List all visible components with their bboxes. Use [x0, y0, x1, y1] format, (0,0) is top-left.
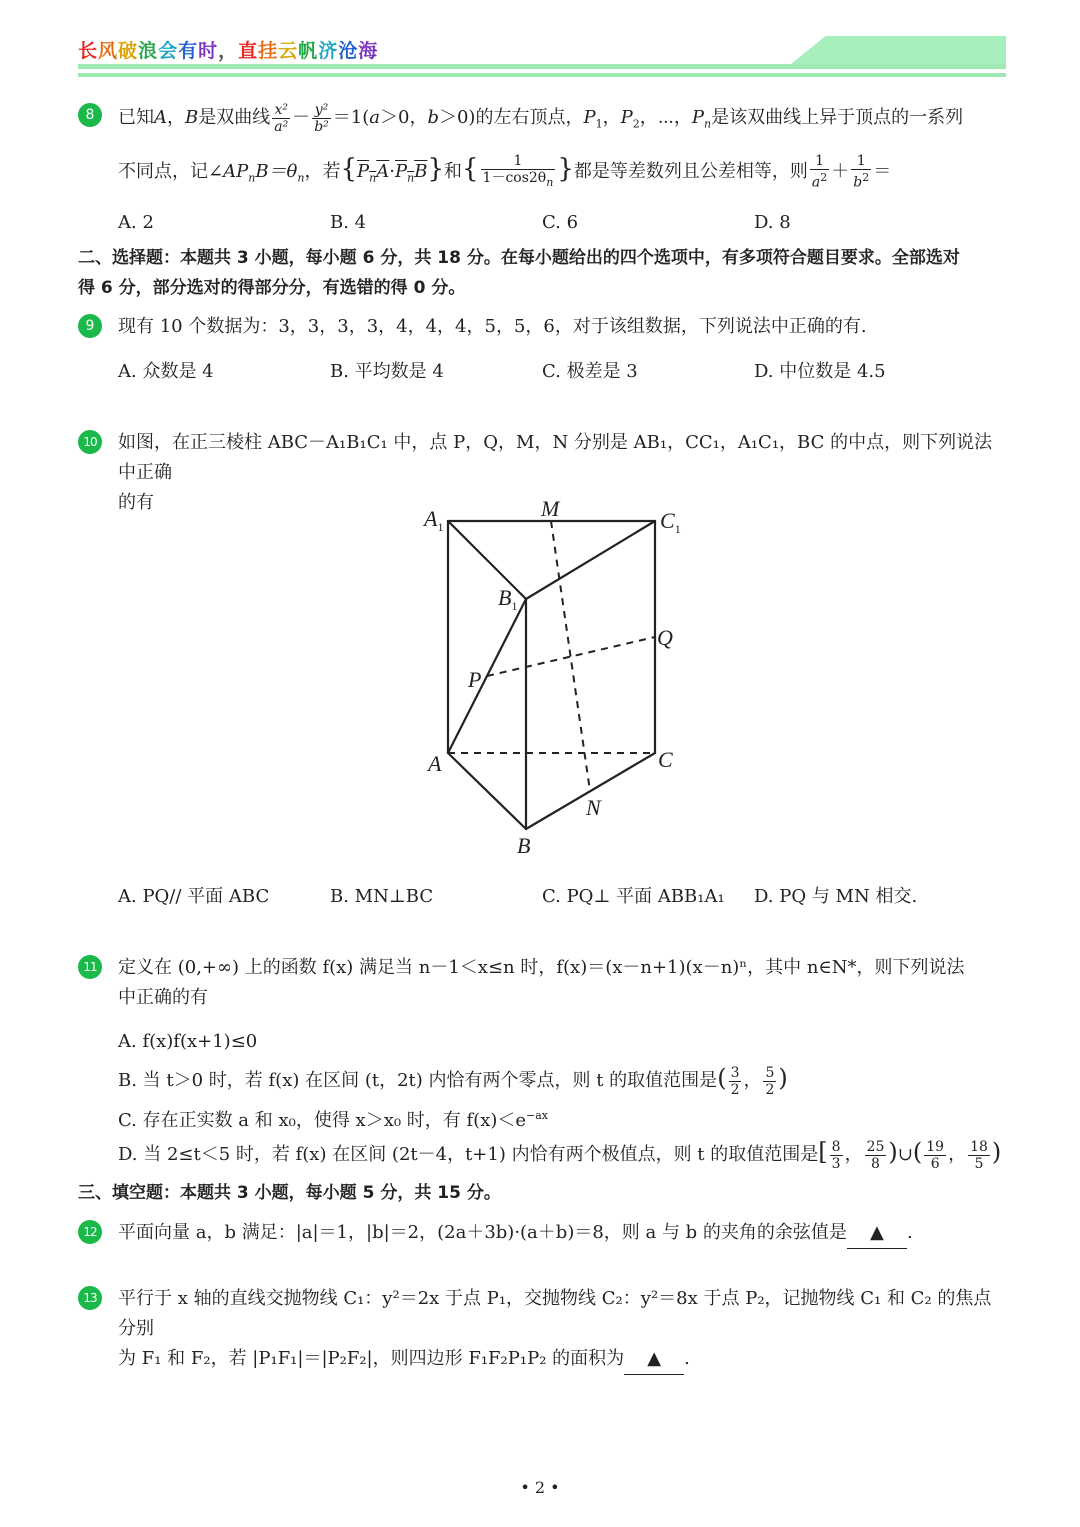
answer-blank[interactable]: ▲	[847, 1218, 907, 1249]
motto-char: 帆	[298, 40, 319, 62]
label-n: N	[586, 795, 601, 820]
label-m: M	[541, 496, 560, 521]
question-11-line2: 中正确的有	[118, 987, 208, 1008]
prism-figure	[420, 495, 720, 869]
triangular-prism-diagram	[420, 495, 720, 865]
section-3-heading: 三、填空题：本题共 3 小题，每小题 5 分，共 15 分。	[78, 1183, 501, 1203]
option-d[interactable]: D. 中位数是 4.5	[754, 361, 886, 382]
label-p: P	[468, 667, 482, 692]
option-c[interactable]: C. 极差是 3	[542, 361, 638, 382]
option-d[interactable]: D. 当 2≤t＜5 时，若 f(x) 在区间 (2t－4，t+1) 内恰有两个极值点，则 t 的取值范围是[ $\frac{8}{3}$ ， $\frac{25}{8}$ )∪( $\frac{19}{6}$ ， $\frac{18}{5}$ )	[118, 1138, 1002, 1172]
section-2-line2: 得 6 分，部分选对的得部分分，有选错的得 0 分。	[78, 278, 466, 298]
motto-char: 济	[318, 40, 339, 62]
label-a: A	[428, 751, 442, 776]
question-number-badge: 8	[78, 103, 102, 127]
option-c[interactable]: C. PQ⊥ 平面 ABB₁A₁	[542, 886, 725, 907]
motto-char: 时	[198, 40, 219, 62]
motto-char: 会	[158, 40, 179, 62]
option-b[interactable]: B. MN⊥BC	[330, 886, 434, 907]
motto-char: 长	[78, 40, 99, 62]
question-number-badge: 9	[78, 314, 102, 338]
question-9-text: 现有 10 个数据为：3，3，3，3，4，4，4，5，5，6，对于该组数据，下列说法中正确的有.	[118, 316, 867, 337]
motto-char: 云	[278, 40, 299, 62]
header-motto	[78, 36, 378, 63]
motto-char: 海	[358, 40, 379, 62]
question-8	[78, 101, 1006, 197]
edge-a1b1	[448, 521, 526, 599]
page-number: • 2 •	[520, 1478, 560, 1497]
segment-mn	[551, 521, 590, 791]
option-b[interactable]: B. 4	[330, 212, 367, 233]
header-rule-top	[78, 64, 1006, 69]
motto-char: 浪	[138, 40, 159, 62]
question-11	[78, 953, 1006, 1013]
option-a[interactable]: A. f(x)f(x+1)≤0	[118, 1031, 258, 1052]
question-13-line1: 平行于 x 轴的直线交抛物线 C₁：y²＝2x 于点 P₁，交抛物线 C₂：y²＝8x 于点 P₂，记抛物线 C₁ 和 C₂ 的焦点分别	[118, 1288, 992, 1339]
question-10-line1: 如图，在正三棱柱 ABC－A₁B₁C₁ 中，点 P，Q，M，N 分别是 AB₁，CC₁，A₁C₁，BC 的中点，则下列说法中正确	[118, 432, 993, 483]
question-13	[78, 1284, 1006, 1375]
option-b[interactable]: B. 平均数是 4	[330, 361, 444, 382]
question-8-line1: 已知A，B是双曲线 $\frac{\text{x²}}{\text{a²}}$ － $\frac{\text{y²}}{\text{b²}}$ ＝1(a＞0，b＞0)的左右顶点，$P_1$，$P_2$，⋯，$P_n$是该双曲线上异于顶点的一系列	[118, 101, 964, 135]
label-b: B	[517, 833, 531, 858]
question-11-line1: 定义在 (0,+∞) 上的函数 f(x) 满足当 n－1＜x≤n 时，f(x)＝(x－n+1)(x－n)ⁿ，其中 n∈N*，则下列说法	[118, 957, 965, 978]
question-12	[78, 1218, 1006, 1249]
option-b[interactable]: B. 当 t＞0 时，若 f(x) 在区间 (t，2t) 内恰有两个零点，则 t 的取值范围是( $\frac{3}{2}$ ， $\frac{5}{2}$ )	[118, 1064, 788, 1098]
question-number-badge: 10	[78, 430, 102, 454]
option-a[interactable]: A. 众数是 4	[118, 361, 214, 382]
question-10-line2: 的有	[118, 492, 154, 513]
motto-char: 破	[118, 40, 139, 62]
option-d[interactable]: D. 8	[754, 212, 791, 233]
question-13-line2: 为 F₁ 和 F₂，若 |P₁F₁|＝|P₂F₂|，则四边形 F₁F₂P₁P₂ 的面积为 ▲ .	[118, 1344, 1006, 1375]
option-a[interactable]: A. PQ// 平面 ABC	[118, 886, 270, 907]
option-d[interactable]: D. PQ 与 MN 相交.	[754, 886, 918, 907]
question-number-badge: 13	[78, 1286, 102, 1310]
answer-blank[interactable]: ▲	[624, 1344, 684, 1375]
section-2-line1: 二、选择题：本题共 3 小题，每小题 6 分，共 18 分。在每小题给出的四个选项中，有多项符合题目要求。全部选对	[78, 248, 960, 268]
question-11-options	[118, 1027, 1018, 1177]
motto-char: 挂	[258, 40, 279, 62]
edge-ab	[448, 753, 526, 829]
question-number-badge: 12	[78, 1220, 102, 1244]
motto-char: 风	[98, 40, 119, 62]
section-2-heading	[78, 243, 1006, 303]
motto-char: 有	[178, 40, 199, 62]
page-header	[78, 34, 1006, 82]
motto-char: 直	[238, 40, 259, 62]
edge-b1c1	[526, 521, 655, 599]
option-c[interactable]: C. 6	[542, 212, 579, 233]
label-q: Q	[657, 625, 673, 650]
label-b1: $B_1$	[498, 585, 518, 613]
option-a[interactable]: A. 2	[118, 212, 154, 233]
question-number-badge: 11	[78, 955, 102, 979]
question-12-text: 平面向量 a，b 满足：|a|＝1，|b|＝2，(2a＋3b)·(a＋b)＝8，则 a 与 b 的夹角的余弦值是 ▲ .	[118, 1218, 1006, 1249]
label-c1: $C_1$	[660, 508, 681, 536]
question-8-line2: 不同点，记$\angle AP_nB=\theta_n$，若$\{P_nA\cdot P_nB\}$和{ $\frac{1}{1-\cos 2\theta_n}$ }都是等差数列且公差相等，则 $\frac{1}{a^2}$ ＋ $\frac{1}{b^2}$ ＝	[118, 153, 892, 191]
motto-char: 沧	[338, 40, 359, 62]
option-c[interactable]: C. 存在正实数 a 和 x₀，使得 x＞x₀ 时，有 $f(x)<e^{-ax}$	[118, 1109, 549, 1131]
question-9	[78, 312, 1006, 342]
label-c: C	[658, 747, 673, 772]
label-a1: $A_1$	[424, 506, 444, 534]
motto-char: ，	[218, 40, 239, 62]
header-rule-bottom	[78, 73, 1006, 77]
